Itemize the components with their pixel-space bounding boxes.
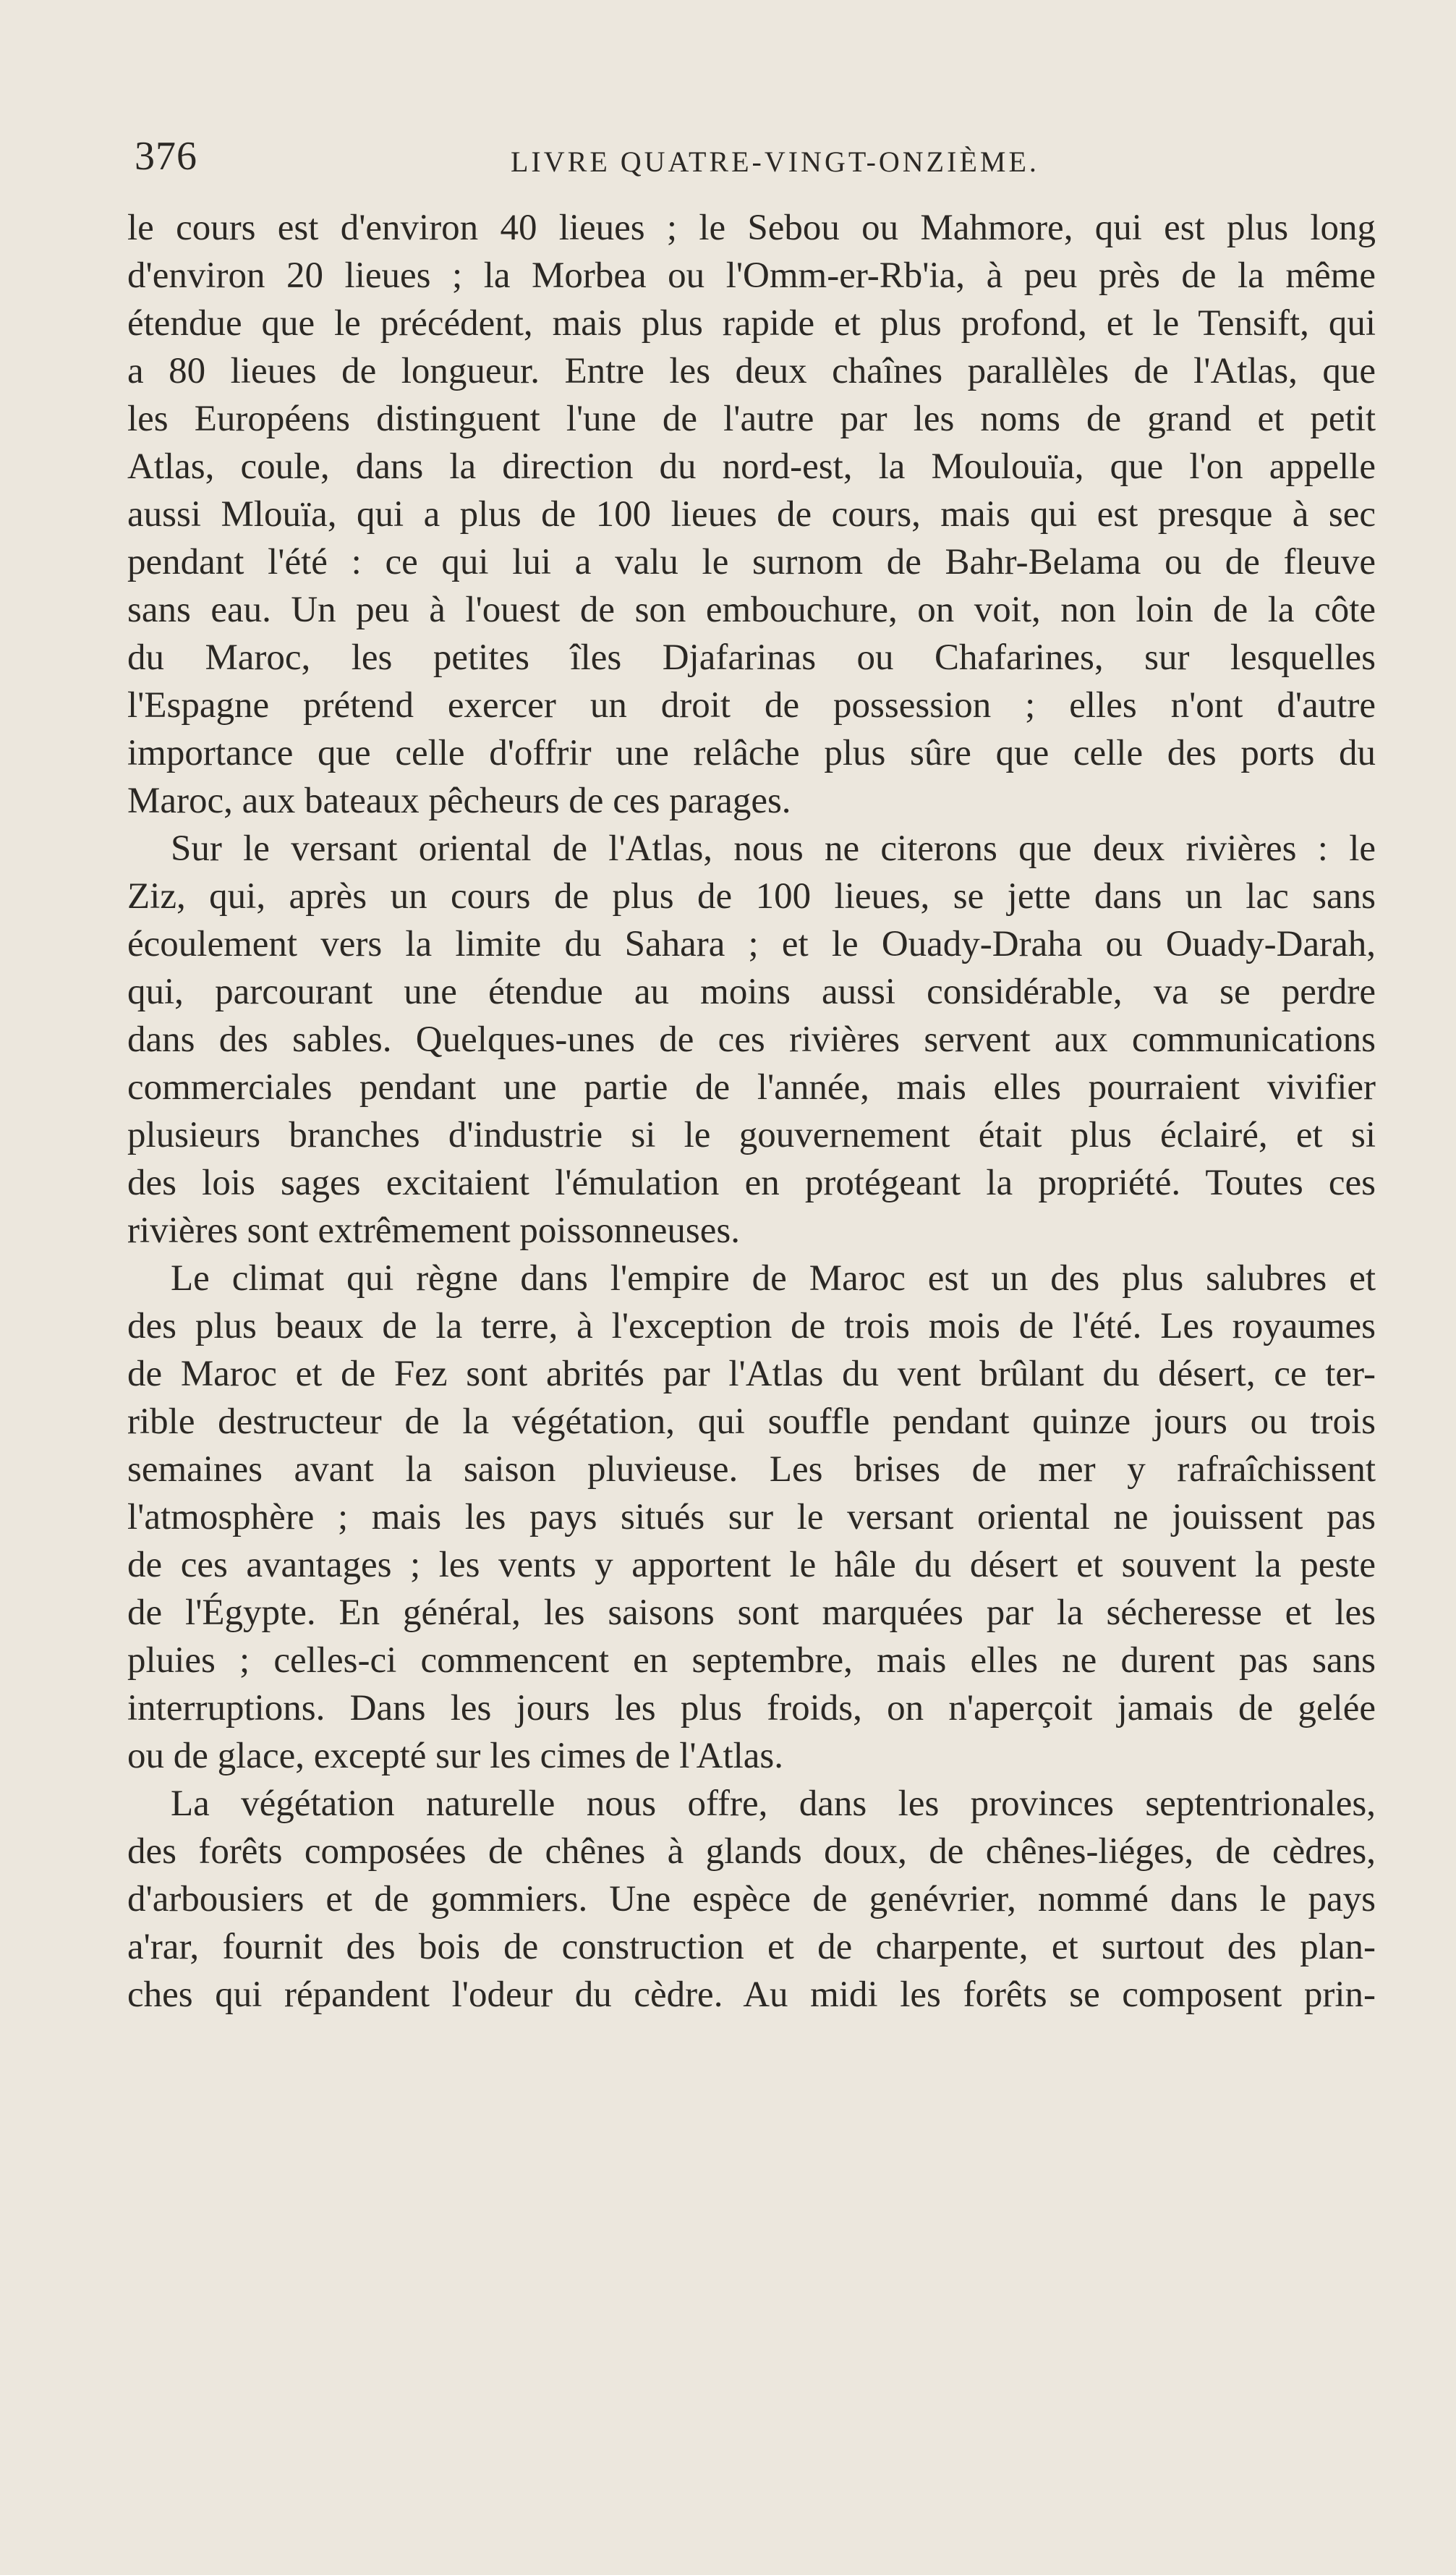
text-line: ches qui répandent l'odeur du cèdre. Au midi les forêts se composent prin- <box>127 1974 1376 2015</box>
text-line: pendant l'été : ce qui lui a valu le surnom de Bahr-Belama ou de fleuve <box>127 542 1376 582</box>
text-line: Le climat qui règne dans l'empire de Maroc est un des plus salubres et <box>171 1258 1376 1299</box>
text-line: étendue que le précédent, mais plus rapide et plus profond, et le Tensift, qui <box>127 303 1376 344</box>
text-line: commerciales pendant une partie de l'année, mais elles pourraient vivifier <box>127 1067 1376 1108</box>
text-line: qui, parcourant une étendue au moins aussi considérable, va se perdre <box>127 972 1376 1012</box>
text-line: interruptions. Dans les jours les plus froids, on n'aperçoit jamais de gelée <box>127 1688 1376 1728</box>
text-line: importance que celle d'offrir une relâche plus sûre que celle des ports du <box>127 733 1376 773</box>
body-text <box>127 204 1376 2019</box>
text-line: Sur le versant oriental de l'Atlas, nous ne citerons que deux rivières : le <box>171 828 1376 869</box>
text-line: La végétation naturelle nous offre, dans les provinces septentrionales, <box>171 1783 1376 1824</box>
text-line: rible destructeur de la végétation, qui souffle pendant quinze jours ou trois <box>127 1401 1376 1442</box>
text-line: l'Espagne prétend exercer un droit de possession ; elles n'ont d'autre <box>127 685 1376 726</box>
text-line: des lois sages excitaient l'émulation en protégeant la propriété. Toutes ces <box>127 1163 1376 1203</box>
running-head: LIVRE QUATRE-VINGT-ONZIÈME. <box>511 145 1039 178</box>
text-line: dans des sables. Quelques-unes de ces rivières servent aux communications <box>127 1019 1376 1060</box>
text-line: le cours est d'environ 40 lieues ; le Sebou ou Mahmore, qui est plus long <box>127 208 1376 248</box>
text-line: semaines avant la saison pluvieuse. Les brises de mer y rafraîchissent <box>127 1449 1376 1490</box>
text-line: de ces avantages ; les vents y apportent le hâle du désert et souvent la peste <box>127 1545 1376 1585</box>
text-line: Ziz, qui, après un cours de plus de 100 lieues, se jette dans un lac sans <box>127 876 1376 917</box>
text-line: plusieurs branches d'industrie si le gouvernement était plus éclairé, et si <box>127 1115 1376 1155</box>
text-line: rivières sont extrêmement poissonneuses. <box>127 1210 740 1251</box>
text-line: des forêts composées de chênes à glands doux, de chênes-liéges, de cèdres, <box>127 1831 1376 1872</box>
text-line: écoulement vers la limite du Sahara ; et le Ouady-Draha ou Ouady-Darah, <box>127 924 1376 964</box>
text-line: Maroc, aux bateaux pêcheurs de ces parages. <box>127 781 791 821</box>
text-line: pluies ; celles-ci commencent en septembre, mais elles ne durent pas sans <box>127 1640 1376 1681</box>
text-line: a'rar, fournit des bois de construction et de charpente, et surtout des plan- <box>127 1927 1376 1967</box>
text-line: sans eau. Un peu à l'ouest de son embouchure, on voit, non loin de la côte <box>127 590 1376 630</box>
text-line: des plus beaux de la terre, à l'exception de trois mois de l'été. Les royaumes <box>127 1306 1376 1346</box>
text-line: de l'Égypte. En général, les saisons sont marquées par la sécheresse et les <box>127 1592 1376 1633</box>
text-line: du Maroc, les petites îles Djafarinas ou Chafarines, sur lesquelles <box>127 637 1376 678</box>
page-number: 376 <box>135 134 197 179</box>
text-line: Atlas, coule, dans la direction du nord-est, la Moulouïa, que l'on appelle <box>127 446 1376 487</box>
text-line: de Maroc et de Fez sont abrités par l'Atlas du vent brûlant du désert, ce ter- <box>127 1354 1376 1394</box>
page-header <box>135 136 1379 187</box>
text-line: d'environ 20 lieues ; la Morbea ou l'Omm-er-Rb'ia, à peu près de la même <box>127 255 1376 296</box>
text-line: les Européens distinguent l'une de l'autre par les noms de grand et petit <box>127 399 1376 439</box>
text-line: l'atmosphère ; mais les pays situés sur le versant oriental ne jouissent pas <box>127 1497 1376 1537</box>
text-line: aussi Mlouïa, qui a plus de 100 lieues de cours, mais qui est presque à sec <box>127 494 1376 535</box>
text-line: a 80 lieues de longueur. Entre les deux chaînes parallèles de l'Atlas, que <box>127 351 1376 391</box>
text-line: d'arbousiers et de gommiers. Une espèce de genévrier, nommé dans le pays <box>127 1879 1376 1919</box>
text-line: ou de glace, excepté sur les cimes de l'Atlas. <box>127 1736 784 1776</box>
